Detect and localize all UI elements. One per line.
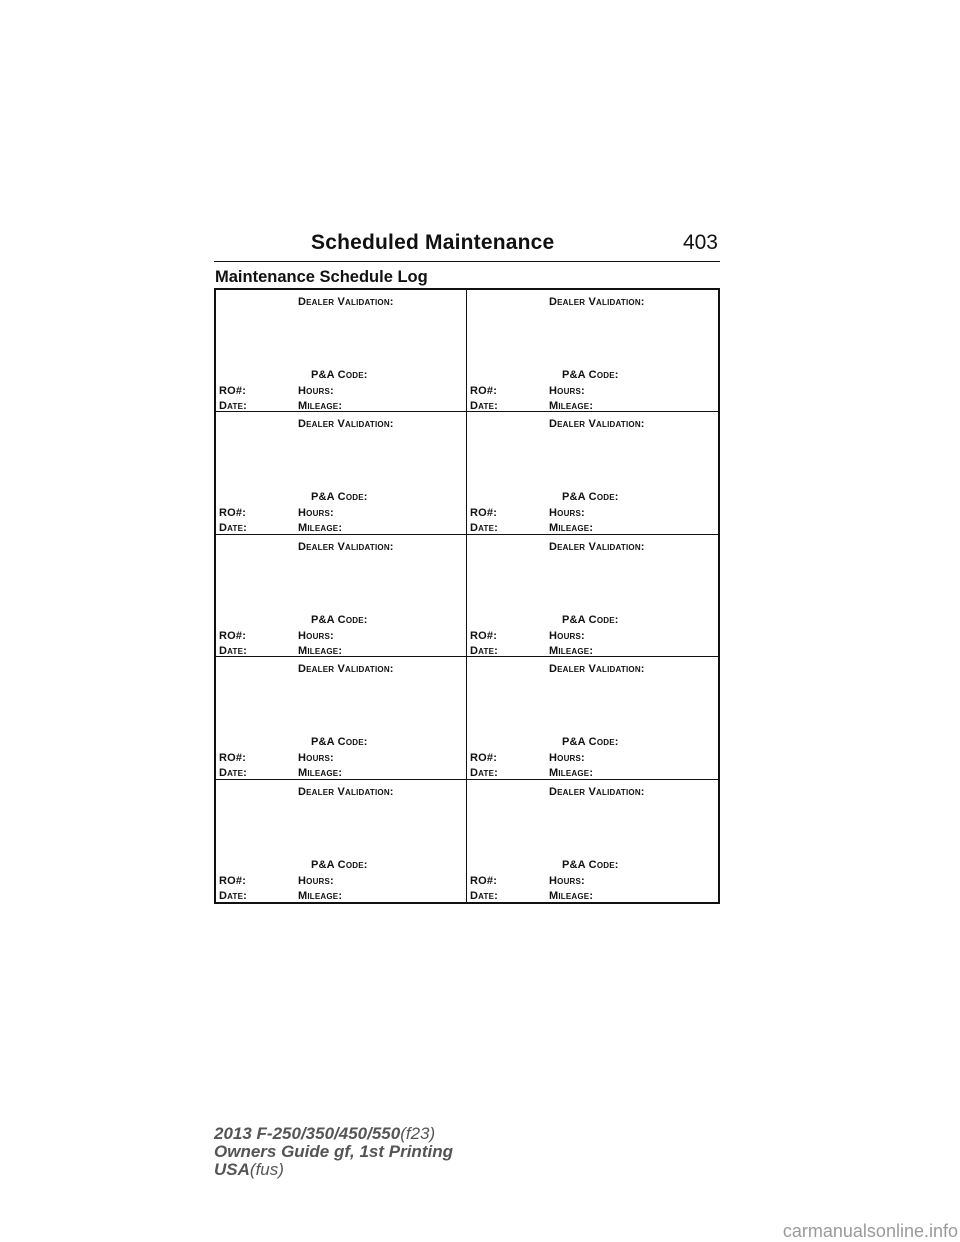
ro-label: RO#:: [470, 874, 498, 887]
pa-code-label: P&A Code:: [311, 736, 368, 749]
dealer-validation-label: Dealer Validation:: [549, 785, 645, 798]
pa-code-label: P&A Code:: [562, 736, 619, 749]
mileage-label: Mileage:: [549, 400, 594, 412]
ro-label: RO#:: [219, 874, 247, 887]
hours-label: Hours:: [549, 385, 585, 397]
pa-code-label: P&A Code:: [311, 491, 368, 504]
log-cell[interactable]: [216, 412, 467, 534]
date-label: Date:: [219, 644, 248, 657]
ro-label: RO#:: [470, 629, 498, 642]
mileage-label: Mileage:: [298, 400, 343, 412]
hours-label: Hours:: [549, 507, 585, 520]
mileage-label: Mileage:: [298, 889, 343, 902]
hours-label: Hours:: [549, 874, 585, 887]
ro-label: RO#:: [470, 752, 498, 765]
date-label: Date:: [219, 522, 248, 535]
pa-code-label: P&A Code:: [311, 369, 368, 381]
header-rule: [214, 261, 720, 262]
mileage-label: Mileage:: [298, 522, 343, 535]
date-label: Date:: [219, 767, 248, 780]
hours-label: Hours:: [549, 629, 585, 642]
log-cell[interactable]: [216, 780, 467, 902]
date-label: Date:: [219, 889, 248, 902]
log-cell[interactable]: [467, 780, 718, 902]
pa-code-label: P&A Code:: [311, 613, 368, 626]
dealer-validation-label: Dealer Validation:: [298, 785, 394, 798]
section-title: Maintenance Schedule Log: [215, 268, 428, 286]
log-cell[interactable]: [216, 657, 467, 779]
mileage-label: Mileage:: [549, 889, 594, 902]
ro-label: RO#:: [470, 385, 498, 397]
ro-label: RO#:: [219, 752, 247, 765]
page-header: [214, 231, 720, 259]
dealer-validation-label: Dealer Validation:: [549, 540, 645, 553]
dealer-validation-label: Dealer Validation:: [549, 418, 645, 431]
hours-label: Hours:: [549, 752, 585, 765]
print-footer: [214, 1125, 453, 1179]
maintenance-log-table: [214, 288, 720, 904]
date-label: Date:: [470, 400, 499, 412]
hours-label: Hours:: [298, 385, 334, 397]
date-label: Date:: [470, 767, 499, 780]
dealer-validation-label: Dealer Validation:: [298, 418, 394, 431]
dealer-validation-label: Dealer Validation:: [549, 663, 645, 676]
dealer-validation-label: Dealer Validation:: [298, 296, 394, 308]
chapter-title: Scheduled Maintenance: [311, 231, 555, 254]
ro-label: RO#:: [470, 507, 498, 520]
hours-label: Hours:: [298, 752, 334, 765]
mileage-label: Mileage:: [549, 767, 594, 780]
hours-label: Hours:: [298, 629, 334, 642]
footer-line-2: Owners Guide gf, 1st Printing: [214, 1142, 453, 1161]
log-cell[interactable]: [467, 290, 718, 412]
date-label: Date:: [219, 400, 248, 412]
footer-market-code: (fus): [249, 1160, 284, 1179]
dealer-validation-label: Dealer Validation:: [298, 540, 394, 553]
ro-label: RO#:: [219, 629, 247, 642]
pa-code-label: P&A Code:: [311, 858, 368, 871]
page-number: 403: [682, 231, 718, 254]
hours-label: Hours:: [298, 874, 334, 887]
date-label: Date:: [470, 644, 499, 657]
ro-label: RO#:: [219, 385, 247, 397]
footer-model: 2013 F-250/350/450/550: [214, 1124, 401, 1143]
mileage-label: Mileage:: [298, 644, 343, 657]
log-cell[interactable]: [467, 657, 718, 779]
pa-code-label: P&A Code:: [562, 613, 619, 626]
footer-model-code: (f23): [400, 1124, 436, 1143]
footer-line-3: [214, 1161, 453, 1179]
mileage-label: Mileage:: [549, 522, 594, 535]
mileage-label: Mileage:: [549, 644, 594, 657]
log-cell[interactable]: [467, 412, 718, 534]
date-label: Date:: [470, 889, 499, 902]
ro-label: RO#:: [219, 507, 247, 520]
pa-code-label: P&A Code:: [562, 369, 619, 381]
log-cell[interactable]: [216, 535, 467, 657]
footer-market: USA: [214, 1160, 250, 1179]
hours-label: Hours:: [298, 507, 334, 520]
footer-line-1: [214, 1125, 453, 1143]
pa-code-label: P&A Code:: [562, 858, 619, 871]
date-label: Date:: [470, 522, 499, 535]
dealer-validation-label: Dealer Validation:: [549, 296, 645, 308]
log-cell[interactable]: [216, 290, 467, 412]
mileage-label: Mileage:: [298, 767, 343, 780]
log-cell[interactable]: [467, 535, 718, 657]
dealer-validation-label: Dealer Validation:: [298, 663, 394, 676]
watermark-text: carmanualsonline.info: [782, 1221, 958, 1241]
pa-code-label: P&A Code:: [562, 491, 619, 504]
